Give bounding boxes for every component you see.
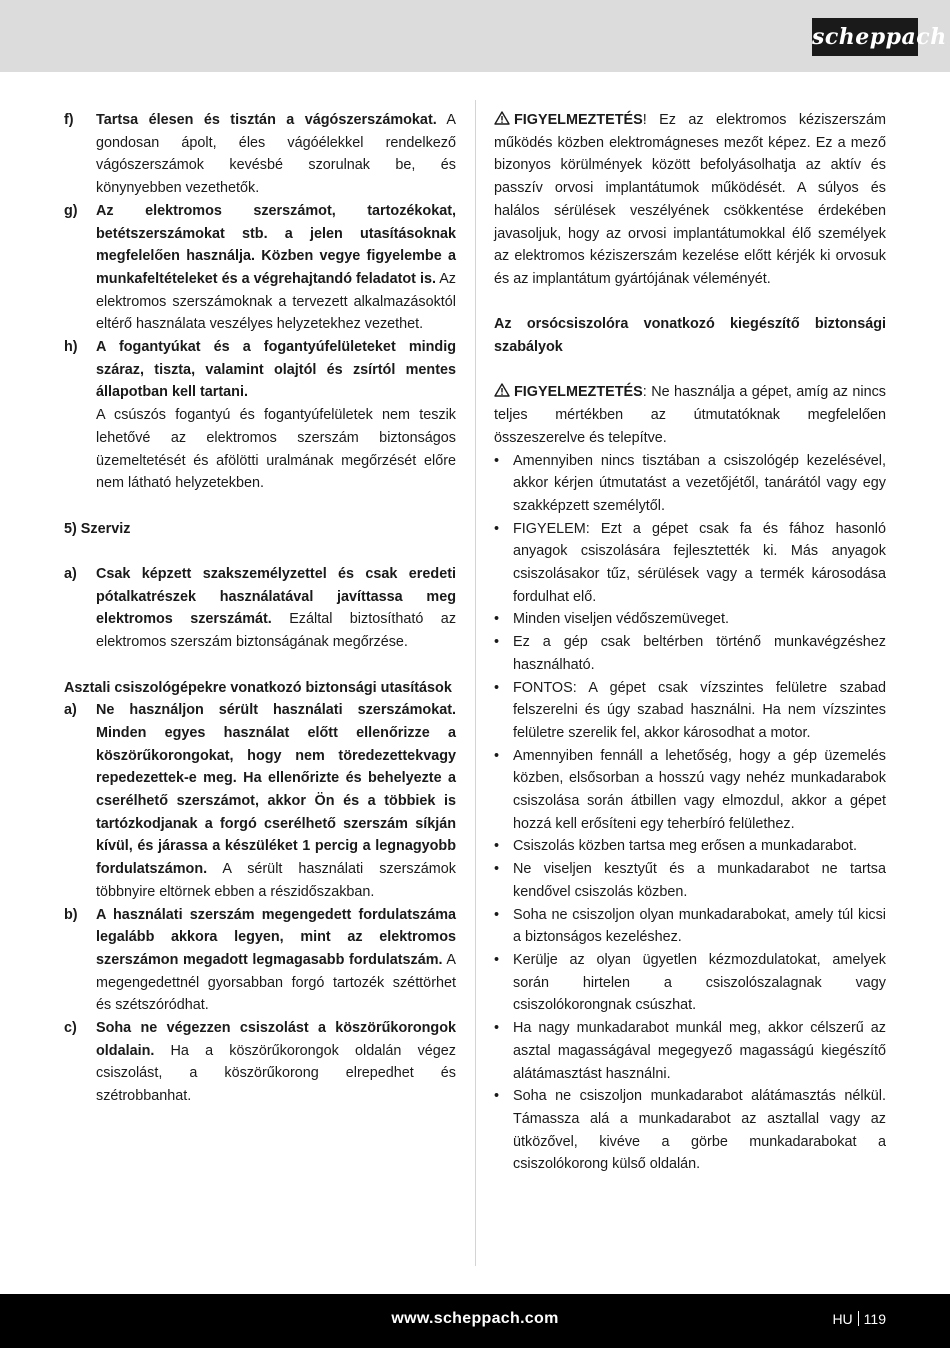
- item-text: Ezáltal biztosítható az elektromos szerszám biztonságának megőrzése.: [96, 611, 457, 651]
- bullet-text: Minden viseljen védőszemüveget.: [513, 611, 729, 628]
- item-bold-text: Az elektromos szerszámot, tartozékokat, betétszerszámokat stb. a jelen utasításoknak megfelelően használja. Közben vegye figyelembe a munkafeltételeket és a végrehajtandó feladatot is.: [96, 202, 456, 287]
- warning-text: ! Ez az elektromos kéziszerszám működés közben elektromágneses mezőt képez. Ez a mező bizonyos körülmények között befolyásolhatja az aktív és passzív orvosi implantátumok működését. A súlyos és halálos sérülések veszélyének csökkentése érdekében javasoljuk, hogy az orvosi implantátumokkal élő személyek az elektromos kéziszerszám kezelése előtt kérjék ki orvosuk és az implantátum gyártójának véleményét.: [494, 112, 886, 287]
- item-label: b): [64, 906, 78, 923]
- item-bold-text: A fogantyúkat és a fogantyúfelületeket mindig száraz, tiszta, valamint olajtól és zsírtól mentes állapotban kell tartani.: [96, 339, 456, 401]
- section-heading-service: 5) Szerviz: [64, 520, 131, 537]
- item-label: a): [64, 566, 77, 583]
- separator: [858, 1311, 859, 1326]
- item-label: c): [64, 1020, 77, 1037]
- list-item: [494, 949, 886, 1017]
- bullet-text: Soha ne csiszoljon munkadarabot alátámasztás nélkül. Támassza alá a munkadarabot az asztallal vagy az ütközővel, kivéve a görbe munkadarabokat a csiszolókorong külső oldalán.: [513, 1088, 886, 1173]
- item-text: Ha a köszörűkorongok oldalán végez csiszolást, a köszörűkorong elrepedhet és szétrobbanhat.: [96, 1042, 456, 1105]
- bullet-text: Kerülje az olyan ügyetlen kézmozdulatokat, amelyek során hirtelen a csiszolószalagnak vagy csiszolókorongnak csúszhat.: [513, 951, 886, 1014]
- bullet-icon: •: [494, 906, 500, 923]
- list-item: [494, 1017, 886, 1085]
- list-item: [494, 631, 886, 676]
- list-item: [64, 336, 456, 495]
- bullet-icon: •: [494, 679, 500, 696]
- item-label: a): [64, 702, 77, 719]
- warning-text: : Ne használja a gépet, amíg az nincs teljes mértékben az útmutatóknak megfelelően összeszerelve és telepítve.: [494, 384, 886, 446]
- item-text: Az elektromos szerszámoknak a tervezett alkalmazásoktól eltérő használata veszélyes helyzetekhez vezethet.: [96, 270, 456, 333]
- bullet-list: [494, 450, 886, 1177]
- bullet-icon: •: [494, 520, 500, 537]
- item-bold-text: Soha ne végezzen csiszolást a köszörűkorongok oldalain.: [96, 1020, 456, 1059]
- page-number: 119: [863, 1311, 886, 1327]
- list-item: [494, 904, 886, 949]
- list-item: [494, 677, 886, 745]
- list-item: [494, 858, 886, 903]
- bullet-icon: •: [494, 1088, 500, 1105]
- bullet-icon: •: [494, 951, 500, 968]
- section-heading-spindle-sander: Az orsócsiszolóra vonatkozó kiegészítő biztonsági szabályok: [494, 316, 886, 356]
- item-text: A sérült használati szerszámok többnyire eltörnek ebben a részidőszakban.: [96, 861, 456, 900]
- item-bold-text: Csak képzett szakszemélyzettel és csak eredeti pótalkatrészek használatával javíttassa meg elektromos szerszámát.: [96, 566, 456, 628]
- language-code: HU: [832, 1311, 853, 1327]
- warning-label: FIGYELMEZTETÉS: [514, 384, 643, 401]
- bullet-text: Amennyiben nincs tisztában a csiszológép kezelésével, akkor kérjen útmutatást a vezetőjétől, tanárától vagy egy szakképzett személytől.: [513, 452, 886, 514]
- warning-paragraph: [494, 381, 886, 449]
- list-item: [64, 1017, 456, 1108]
- item-label: g): [64, 202, 78, 219]
- warning-label: FIGYELMEZTETÉS: [514, 112, 643, 128]
- list-item: [494, 835, 886, 858]
- warning-triangle-icon: [494, 383, 510, 397]
- brand-logo: scheppach: [812, 18, 918, 56]
- item-label: h): [64, 339, 78, 356]
- warning-triangle-icon: [494, 111, 510, 125]
- item-bold-text: A használati szerszám megengedett fordulatszáma legalább akkora legyen, mint az elektromos szerszámon megadott legmagasabb fordulatszám.: [96, 906, 456, 968]
- item-text: A gondosan ápolt, éles vágóélekkel rendelkező vágószerszámok kevésbé szorulnak be, és könynyebben vezethetők.: [96, 112, 456, 197]
- page-info: [832, 1311, 886, 1327]
- bullet-text: FONTOS: A gépet csak vízszintes felületre szabad felszerelni és úgy szabad használni. Ha nem vízszintes felületre szerelik fel, akkor károsodhat a motor.: [513, 679, 886, 741]
- list-item: [64, 699, 456, 903]
- bullet-icon: •: [494, 747, 500, 764]
- bullet-text: Ne viseljen kesztyűt és a munkadarabot ne tartsa kendővel csiszolás közben.: [513, 861, 886, 900]
- page-header: [0, 0, 950, 72]
- bullet-icon: •: [494, 452, 500, 469]
- list-item: [494, 745, 886, 836]
- item-text: A megengedettnél gyorsabban forgó tartozék széttörhet és szétszóródhat.: [96, 951, 456, 1014]
- bullet-text: Csiszolás közben tartsa meg erősen a munkadarabot.: [513, 838, 857, 855]
- page-footer: [0, 1294, 950, 1348]
- website-link[interactable]: www.scheppach.com: [391, 1310, 559, 1327]
- list-item: [64, 109, 456, 200]
- bullet-text: Ez a gép csak beltérben történő munkavégzéshez használható.: [513, 634, 886, 673]
- list-item: [64, 563, 456, 654]
- list-item: [64, 200, 456, 336]
- bullet-text: Soha ne csiszoljon olyan munkadarabokat, amely túl kicsi a biztonságos kezeléshez.: [513, 906, 886, 946]
- bullet-icon: •: [494, 611, 500, 628]
- item-bold-text: Ne használjon sérült használati szerszámokat. Minden egyes használat előtt ellenőrizze a köszörűkorongokat, hogy nem töredezettekvagy repedezettek-e meg. Ha ellenőrizte és behelyezte a cserélhető szerszámot, akkor Ön és a többiek is tartózkodjanak a forgó cserélhető szerszám síkján kívül, és járassa a készüléket 1 percig a legnagyobb fordulatszámon.: [96, 702, 456, 878]
- list-item: [494, 608, 886, 631]
- item-label: f): [64, 112, 74, 128]
- list-item: [494, 450, 886, 518]
- bullet-icon: •: [494, 634, 500, 651]
- left-column: [64, 109, 456, 1108]
- list-item: [494, 1085, 886, 1176]
- warning-paragraph: [494, 109, 886, 291]
- bullet-text: FIGYELEM: Ezt a gépet csak fa és fához hasonló anyagok csiszolására fejlesztették ki. Más anyagok csiszolásakor tűz, sérülések vagy a termék károsodása fordulhat elő.: [513, 520, 886, 605]
- bullet-icon: •: [494, 1020, 500, 1037]
- column-divider: [475, 100, 476, 1266]
- item-bold-text: Tartsa élesen és tisztán a vágószerszámokat.: [96, 112, 437, 128]
- bullet-text: Amennyiben fennáll a lehetőség, hogy a gép üzemelés közben, elsősorban a hosszú vagy nehéz munkadarabok csiszolása során átbillen vagy elmozdul, akkor a gépet hozzá kell erősíteni egy teherbíró felülethez.: [513, 747, 886, 832]
- bullet-icon: •: [494, 861, 500, 878]
- right-column: [494, 109, 886, 1176]
- item-text: A csúszós fogantyú és fogantyúfelületek nem teszik lehetővé az elektromos szerszám biztonságos üzemeltetését és afölötti uralmának megőrzését előre nem látható helyzetekben.: [96, 407, 456, 492]
- bullet-text: Ha nagy munkadarabot munkál meg, akkor célszerű az asztal magasságával megegyező magasságú kiegészítő alátámasztást használni.: [513, 1020, 886, 1082]
- section-heading-bench-grinder: Asztali csiszológépekre vonatkozó biztonsági utasítások: [64, 679, 452, 696]
- list-item: [494, 518, 886, 609]
- bullet-icon: •: [494, 838, 500, 855]
- list-item: [64, 904, 456, 1018]
